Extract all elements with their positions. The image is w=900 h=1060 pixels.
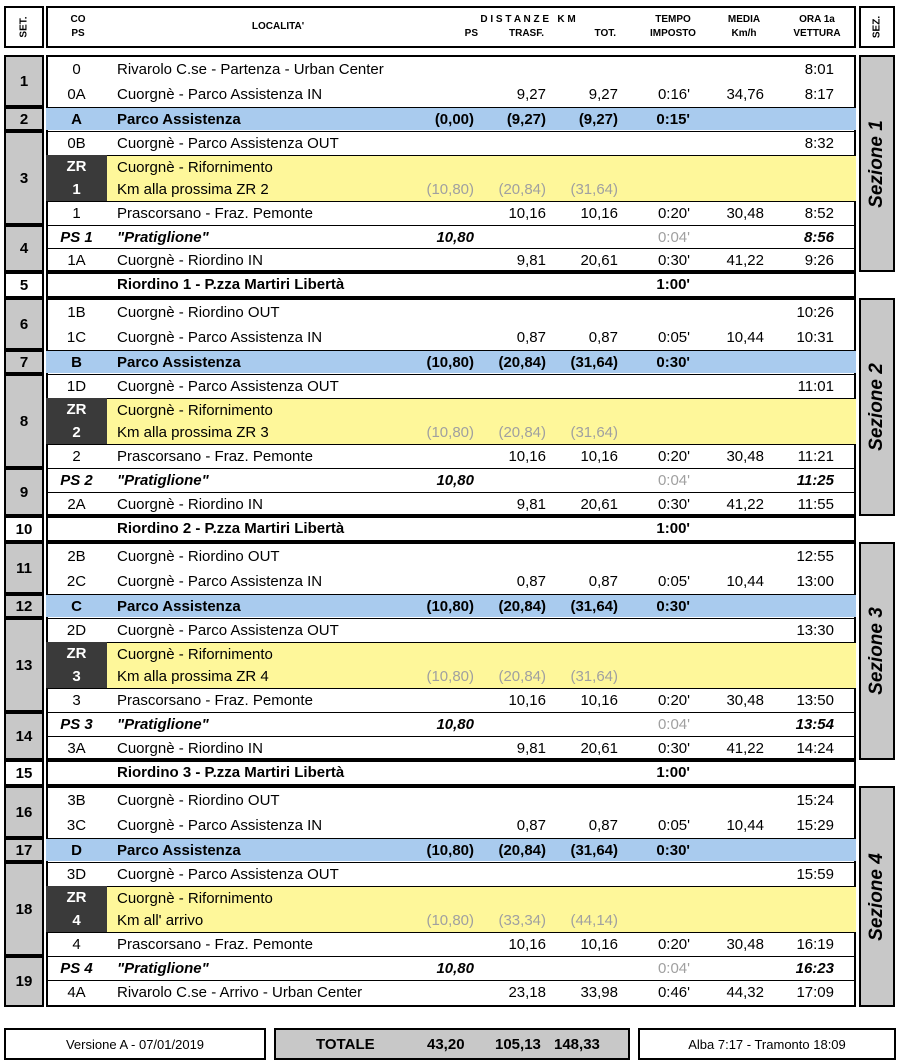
row-dist-tot: 20,61 <box>580 740 618 757</box>
row-localita: "Pratiglione" <box>117 716 209 733</box>
zona-rifornimento-row <box>46 642 856 665</box>
row-localita: Cuorgnè - Rifornimento <box>117 402 273 419</box>
table-row <box>46 688 856 711</box>
row-tempo: 0:15' <box>656 111 690 128</box>
row-tempo: 0:04' <box>657 960 690 977</box>
header-tot: TOT. <box>594 28 616 39</box>
row-localita: Prascorsano - Fraz. Pemonte <box>117 936 313 953</box>
table-row <box>46 248 856 271</box>
row-dist-ps: (10,80) <box>426 668 474 685</box>
row-tempo: 0:30' <box>657 496 690 513</box>
table-row <box>46 326 856 349</box>
row-dist-tot: (31,64) <box>570 668 618 685</box>
totale-tot: 148,33 <box>554 1035 600 1053</box>
zona-rifornimento-row <box>46 398 856 421</box>
row-dist-tot: (9,27) <box>578 111 618 128</box>
row-dist-trasf: 10,16 <box>508 448 546 465</box>
totale-ps: 43,20 <box>427 1035 465 1053</box>
row-dist-trasf: 9,27 <box>516 86 546 103</box>
row-dist-ps: (10,80) <box>426 181 474 198</box>
zr-badge-number: 1 <box>72 181 81 198</box>
row-co: PS 1 <box>60 229 93 246</box>
row-tempo: 1:00' <box>656 276 690 293</box>
row-dist-tot: 0,87 <box>588 329 618 346</box>
table-row <box>46 374 856 397</box>
row-dist-ps: (10,80) <box>426 598 474 615</box>
riordino-row <box>46 517 856 540</box>
header-vettura: VETTURA <box>793 28 841 39</box>
zr-badge-label: ZR <box>66 645 87 662</box>
row-tempo: 0:30' <box>656 354 690 371</box>
row-ora: 13:30 <box>796 622 834 639</box>
section-cell-1 <box>859 55 895 272</box>
section-cell-3 <box>859 542 895 760</box>
sector-cell: 18 <box>4 862 44 956</box>
header-media: MEDIA <box>727 14 761 25</box>
row-dist-trasf: 0,87 <box>516 817 546 834</box>
row-co: D <box>71 842 82 859</box>
parco-assistenza-row <box>46 350 856 373</box>
row-localita: Km alla prossima ZR 4 <box>117 668 269 685</box>
header-co-ps: PS <box>71 28 85 39</box>
sector-cell: 17 <box>4 838 44 862</box>
row-dist-tot: 33,98 <box>580 984 618 1001</box>
zr-badge-number: 4 <box>72 912 81 929</box>
row-media: 41,22 <box>726 252 764 269</box>
zr-badge-number: 2 <box>72 424 81 441</box>
riordino-row <box>46 761 856 784</box>
zona-rifornimento-row <box>46 155 856 178</box>
row-ora: 15:59 <box>796 866 834 883</box>
row-co: 2D <box>66 622 87 639</box>
row-dist-tot: 0,87 <box>588 817 618 834</box>
sun-box <box>638 1028 896 1060</box>
header-sez: SEZ. <box>871 15 883 39</box>
row-ora: 8:01 <box>804 61 834 78</box>
row-dist-trasf: (9,27) <box>506 111 546 128</box>
row-tempo: 1:00' <box>656 764 690 781</box>
sector-cell: 6 <box>4 298 44 350</box>
row-co: 4A <box>67 984 86 1001</box>
row-dist-trasf: 9,81 <box>516 740 546 757</box>
zr-badge <box>46 642 107 688</box>
row-ora: 16:19 <box>796 936 834 953</box>
row-localita: Parco Assistenza <box>117 598 241 615</box>
row-dist-ps: (0,00) <box>434 111 474 128</box>
row-ora: 11:55 <box>797 496 834 513</box>
row-dist-trasf: (20,84) <box>498 424 546 441</box>
sector-cell: 13 <box>4 618 44 712</box>
section-label: Sezione 1 <box>866 119 887 208</box>
row-co: A <box>71 111 82 128</box>
header-imposto: IMPOSTO <box>650 28 696 39</box>
row-tempo: 0:05' <box>657 329 690 346</box>
table-row <box>46 736 856 759</box>
row-tempo: 0:30' <box>656 598 690 615</box>
row-ora: 16:23 <box>795 960 834 977</box>
row-dist-trasf: 0,87 <box>516 329 546 346</box>
row-localita: Riordino 3 - P.zza Martiri Libertà <box>117 764 345 781</box>
sector-cell: 16 <box>4 786 44 838</box>
totale-label: TOTALE <box>316 1035 375 1053</box>
sector-cell: 9 <box>4 468 44 516</box>
sun-times: Alba 7:17 - Tramonto 18:09 <box>688 1036 846 1052</box>
row-co: 4 <box>72 936 81 953</box>
row-dist-trasf: 0,87 <box>516 573 546 590</box>
row-dist-trasf: (20,84) <box>498 181 546 198</box>
row-dist-ps: 10,80 <box>436 960 474 977</box>
sector-cell: 1 <box>4 55 44 107</box>
row-dist-tot: 20,61 <box>580 496 618 513</box>
row-dist-tot: 9,27 <box>588 86 618 103</box>
row-ora: 8:17 <box>804 86 834 103</box>
row-tempo: 0:05' <box>657 817 690 834</box>
row-tempo: 0:30' <box>657 740 690 757</box>
table-row <box>46 789 856 812</box>
prova-speciale-row <box>46 712 856 735</box>
row-dist-trasf: 10,16 <box>508 936 546 953</box>
prova-speciale-row <box>46 956 856 979</box>
zona-rifornimento-row <box>46 665 856 688</box>
row-co: 1 <box>72 205 81 222</box>
row-dist-tot: 10,16 <box>580 692 618 709</box>
row-dist-ps: 10,80 <box>436 472 474 489</box>
row-dist-trasf: 9,81 <box>516 252 546 269</box>
row-co: 3C <box>66 817 87 834</box>
row-localita: Cuorgnè - Riordino OUT <box>117 792 280 809</box>
row-localita: Parco Assistenza <box>117 354 241 371</box>
sector-cell: 5 <box>4 272 44 298</box>
row-dist-trasf: (20,84) <box>498 668 546 685</box>
table-row <box>46 814 856 837</box>
row-dist-ps: (10,80) <box>426 912 474 929</box>
row-tempo: 0:20' <box>657 205 690 222</box>
prova-speciale-row <box>46 468 856 491</box>
table-row <box>46 131 856 154</box>
table-row <box>46 980 856 1003</box>
table-row <box>46 618 856 641</box>
zona-rifornimento-row <box>46 421 856 444</box>
row-localita: Parco Assistenza <box>117 842 241 859</box>
row-ora: 9:26 <box>804 252 834 269</box>
sector-cell: 2 <box>4 107 44 131</box>
zr-badge <box>46 155 107 201</box>
section-cell-2 <box>859 298 895 516</box>
row-localita: Cuorgnè - Rifornimento <box>117 890 273 907</box>
row-localita: Cuorgnè - Parco Assistenza OUT <box>117 622 339 639</box>
row-localita: Cuorgnè - Parco Assistenza IN <box>117 817 323 834</box>
row-co: PS 4 <box>60 960 93 977</box>
row-localita: Cuorgnè - Riordino OUT <box>117 548 280 565</box>
row-dist-trasf: (20,84) <box>498 354 546 371</box>
row-ora: 8:56 <box>803 229 834 246</box>
row-tempo: 0:04' <box>657 229 690 246</box>
row-localita: Rivarolo C.se - Partenza - Urban Center <box>117 61 384 78</box>
row-co: C <box>71 598 82 615</box>
row-localita: Prascorsano - Fraz. Pemonte <box>117 692 313 709</box>
parco-assistenza-row <box>46 107 856 130</box>
row-localita: Riordino 2 - P.zza Martiri Libertà <box>117 520 345 537</box>
header-sez-cell <box>859 6 895 48</box>
row-tempo: 0:20' <box>657 448 690 465</box>
row-dist-ps: 10,80 <box>436 716 474 733</box>
zona-rifornimento-row <box>46 886 856 909</box>
header-tempo: TEMPO <box>655 14 691 25</box>
header-co: CO <box>70 14 86 25</box>
row-tempo: 0:20' <box>657 692 690 709</box>
sector-cell: 7 <box>4 350 44 374</box>
row-dist-ps: (10,80) <box>426 842 474 859</box>
sector-cell: 3 <box>4 131 44 225</box>
row-ora: 11:21 <box>797 448 834 465</box>
riordino-row <box>46 273 856 296</box>
row-tempo: 0:30' <box>657 252 690 269</box>
table-row <box>46 492 856 515</box>
table-row <box>46 570 856 593</box>
row-localita: "Pratiglione" <box>117 960 209 977</box>
row-co: 1C <box>66 329 87 346</box>
row-localita: Cuorgnè - Rifornimento <box>117 159 273 176</box>
row-localita: Cuorgnè - Parco Assistenza IN <box>117 329 323 346</box>
row-tempo: 0:46' <box>657 984 690 1001</box>
row-dist-trasf: 10,16 <box>508 205 546 222</box>
row-localita: Prascorsano - Fraz. Pemonte <box>117 448 313 465</box>
prova-speciale-row <box>46 225 856 248</box>
row-co: B <box>71 354 82 371</box>
row-media: 30,48 <box>726 936 764 953</box>
row-ora: 10:26 <box>796 304 834 321</box>
row-localita: Km all' arrivo <box>117 912 204 929</box>
row-dist-trasf: (33,34) <box>498 912 546 929</box>
row-dist-tot: (31,64) <box>570 424 618 441</box>
zr-badge <box>46 398 107 444</box>
header-trasf: TRASF. <box>509 28 544 39</box>
row-localita: Cuorgnè - Parco Assistenza OUT <box>117 135 339 152</box>
row-co: 2A <box>67 496 86 513</box>
row-co: PS 2 <box>60 472 93 489</box>
section-label: Sezione 2 <box>866 363 887 451</box>
row-localita: Rivarolo C.se - Arrivo - Urban Center <box>117 984 363 1001</box>
row-ora: 12:55 <box>796 548 834 565</box>
row-dist-tot: (31,64) <box>570 354 618 371</box>
row-dist-trasf: 9,81 <box>516 496 546 513</box>
row-localita: Prascorsano - Fraz. Pemonte <box>117 205 313 222</box>
totale-box <box>274 1028 630 1060</box>
zona-rifornimento-row <box>46 178 856 201</box>
row-tempo: 0:04' <box>657 472 690 489</box>
sector-cell: 14 <box>4 712 44 760</box>
row-co: 2 <box>72 448 81 465</box>
table-row <box>46 932 856 955</box>
row-ora: 11:25 <box>796 472 834 489</box>
row-ora: 8:52 <box>804 205 834 222</box>
table-row <box>46 201 856 224</box>
row-localita: Cuorgnè - Parco Assistenza OUT <box>117 378 339 395</box>
table-row <box>46 301 856 324</box>
row-localita: Cuorgnè - Parco Assistenza IN <box>117 86 323 103</box>
row-localita: "Pratiglione" <box>117 472 209 489</box>
row-co: 2C <box>66 573 87 590</box>
sector-cell: 19 <box>4 956 44 1007</box>
header-localita: LOCALITA' <box>251 21 305 32</box>
header-set: SET. <box>18 16 30 38</box>
row-ora: 10:31 <box>796 329 834 346</box>
zr-badge-label: ZR <box>66 158 87 175</box>
zona-rifornimento-row <box>46 909 856 932</box>
row-ora: 15:29 <box>796 817 834 834</box>
row-tempo: 0:04' <box>657 716 690 733</box>
row-localita: Cuorgnè - Rifornimento <box>117 646 273 663</box>
row-co: PS 3 <box>60 716 93 733</box>
row-media: 41,22 <box>726 740 764 757</box>
row-ora: 8:32 <box>804 135 834 152</box>
row-ora: 13:00 <box>796 573 834 590</box>
row-ora: 11:01 <box>797 378 834 395</box>
header-kmh: Km/h <box>731 28 757 39</box>
zr-badge <box>46 886 107 932</box>
row-tempo: 0:16' <box>657 86 690 103</box>
row-co: 1B <box>67 304 86 321</box>
row-localita: "Pratiglione" <box>117 229 209 246</box>
section-label: Sezione 4 <box>866 852 887 941</box>
row-co: 3A <box>67 740 86 757</box>
table-row <box>46 862 856 885</box>
header-set-cell <box>4 6 44 48</box>
sector-cell: 10 <box>4 516 44 542</box>
row-dist-tot: (44,14) <box>570 912 618 929</box>
sector-cell: 12 <box>4 594 44 618</box>
row-localita: Cuorgnè - Riordino IN <box>117 496 263 513</box>
table-row <box>46 58 856 81</box>
row-dist-ps: (10,80) <box>426 354 474 371</box>
row-localita: Parco Assistenza <box>117 111 241 128</box>
zr-badge-number: 3 <box>72 668 81 685</box>
row-dist-ps: (10,80) <box>426 424 474 441</box>
row-localita: Cuorgnè - Parco Assistenza IN <box>117 573 323 590</box>
section-label: Sezione 3 <box>866 607 887 695</box>
row-dist-tot: 0,87 <box>588 573 618 590</box>
row-co: 3D <box>66 866 87 883</box>
version-box <box>4 1028 266 1060</box>
row-co: 2B <box>67 548 86 565</box>
row-ora: 13:50 <box>796 692 834 709</box>
row-media: 30,48 <box>726 205 764 222</box>
row-dist-tot: (31,64) <box>570 598 618 615</box>
sector-cell: 8 <box>4 374 44 468</box>
sector-cell: 15 <box>4 760 44 786</box>
sector-cell: 11 <box>4 542 44 594</box>
row-dist-ps: 10,80 <box>436 229 474 246</box>
row-co: 1A <box>67 252 86 269</box>
zr-badge-label: ZR <box>66 401 87 418</box>
row-dist-trasf: (20,84) <box>498 598 546 615</box>
section-cell-4 <box>859 786 895 1007</box>
table-row <box>46 545 856 568</box>
row-co: 3B <box>67 792 86 809</box>
row-media: 30,48 <box>726 448 764 465</box>
row-localita: Cuorgnè - Riordino OUT <box>117 304 280 321</box>
header-ora: ORA 1a <box>799 14 835 25</box>
row-dist-tot: (31,64) <box>570 842 618 859</box>
row-localita: Cuorgnè - Parco Assistenza OUT <box>117 866 339 883</box>
table-row <box>46 83 856 106</box>
row-dist-trasf: 10,16 <box>508 692 546 709</box>
row-media: 30,48 <box>726 692 764 709</box>
row-dist-tot: 10,16 <box>580 448 618 465</box>
header-ps: PS <box>464 28 478 39</box>
row-co: 0B <box>67 135 86 152</box>
row-localita: Cuorgnè - Riordino IN <box>117 740 263 757</box>
row-media: 10,44 <box>726 329 764 346</box>
row-ora: 14:24 <box>796 740 834 757</box>
row-tempo: 0:20' <box>657 936 690 953</box>
row-localita: Cuorgnè - Riordino IN <box>117 252 263 269</box>
row-co: 1D <box>66 378 87 395</box>
row-localita: Riordino 1 - P.zza Martiri Libertà <box>117 276 345 293</box>
version-label: Versione A - 07/01/2019 <box>65 1036 205 1052</box>
zr-badge-label: ZR <box>66 889 87 906</box>
row-ora: 17:09 <box>796 984 834 1001</box>
row-localita: Km alla prossima ZR 2 <box>117 181 269 198</box>
row-dist-tot: 10,16 <box>580 205 618 222</box>
header-distanze: D I S T A N Z E K M <box>480 14 576 25</box>
parco-assistenza-row <box>46 838 856 861</box>
row-dist-tot: (31,64) <box>570 181 618 198</box>
row-media: 10,44 <box>726 573 764 590</box>
row-dist-trasf: (20,84) <box>498 842 546 859</box>
row-tempo: 0:05' <box>657 573 690 590</box>
row-co: 0A <box>67 86 86 103</box>
row-co: 3 <box>72 692 81 709</box>
totale-trasf: 105,13 <box>495 1035 541 1053</box>
sector-cell: 4 <box>4 225 44 272</box>
parco-assistenza-row <box>46 594 856 617</box>
row-ora: 15:24 <box>796 792 834 809</box>
row-ora: 13:54 <box>795 716 834 733</box>
row-media: 34,76 <box>726 86 764 103</box>
header-main <box>46 6 856 48</box>
row-co: 0 <box>72 61 81 78</box>
row-media: 10,44 <box>726 817 764 834</box>
row-dist-trasf: 23,18 <box>508 984 546 1001</box>
row-tempo: 1:00' <box>656 520 690 537</box>
row-tempo: 0:30' <box>656 842 690 859</box>
row-localita: Km alla prossima ZR 3 <box>117 424 269 441</box>
row-dist-tot: 20,61 <box>580 252 618 269</box>
row-media: 44,32 <box>726 984 764 1001</box>
row-media: 41,22 <box>726 496 764 513</box>
table-row <box>46 444 856 467</box>
row-dist-tot: 10,16 <box>580 936 618 953</box>
